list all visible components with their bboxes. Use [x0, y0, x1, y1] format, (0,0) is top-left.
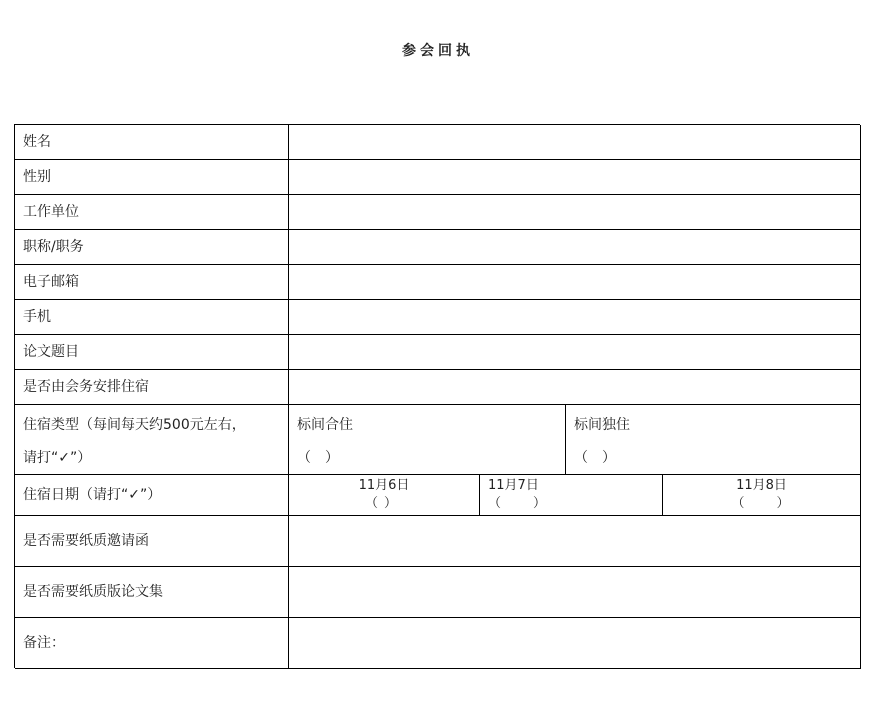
stay-dates-label: 住宿日期（请打“✓”） [15, 475, 289, 516]
paper-proceedings-label: 是否需要纸质版论文集 [15, 567, 289, 618]
date-option-nov7[interactable] [480, 475, 663, 516]
email-field[interactable] [289, 265, 861, 300]
room-option-shared-label: 标间合住 [297, 417, 353, 433]
remarks-label: 备注： [15, 618, 289, 669]
room-type-label-line1: 住宿类型（每间每天约500元左右， [23, 417, 246, 433]
date-option-nov6[interactable] [289, 475, 480, 516]
date-nov8-label: 11月8日 [736, 478, 787, 493]
room-option-shared-checkbox[interactable]: （ ） [297, 450, 339, 466]
title-position-field[interactable] [289, 230, 861, 265]
arrange-lodging-label: 是否由会务安排住宿 [15, 370, 289, 405]
gender-field[interactable] [289, 160, 861, 195]
paper-invitation-field[interactable] [289, 516, 861, 567]
form-title: 参会回执 [402, 43, 474, 59]
paper-invitation-label: 是否需要纸质邀请函 [15, 516, 289, 567]
date-nov7-label: 11月7日 [488, 478, 539, 493]
paper-proceedings-field[interactable] [289, 567, 861, 618]
room-type-label [15, 405, 289, 475]
room-option-single-label: 标间独住 [574, 417, 630, 433]
name-field[interactable] [289, 125, 861, 160]
date-nov7-checkbox[interactable]: （ ） [488, 496, 549, 511]
date-nov6-label: 11月6日 [358, 478, 410, 493]
work-unit-field[interactable] [289, 195, 861, 230]
registration-form-table [14, 124, 860, 668]
work-unit-label: 工作单位 [15, 195, 289, 230]
room-option-single-checkbox[interactable]: （ ） [574, 450, 616, 466]
remarks-field[interactable] [289, 618, 861, 669]
date-nov6-checkbox[interactable]: （） [364, 496, 403, 511]
email-label: 电子邮箱 [15, 265, 289, 300]
room-option-shared[interactable] [289, 405, 566, 475]
gender-label: 性别 [15, 160, 289, 195]
mobile-field[interactable] [289, 300, 861, 335]
title-position-label: 职称/职务 [15, 230, 289, 265]
date-option-nov8[interactable] [663, 475, 861, 516]
room-type-label-line2: 请打“✓”） [23, 450, 92, 466]
paper-title-field[interactable] [289, 335, 861, 370]
room-option-single[interactable] [566, 405, 861, 475]
arrange-lodging-field[interactable] [289, 370, 861, 405]
date-nov8-checkbox[interactable]: （ ） [731, 496, 792, 511]
mobile-label: 手机 [15, 300, 289, 335]
paper-title-label: 论文题目 [15, 335, 289, 370]
name-label: 姓名 [15, 125, 289, 160]
